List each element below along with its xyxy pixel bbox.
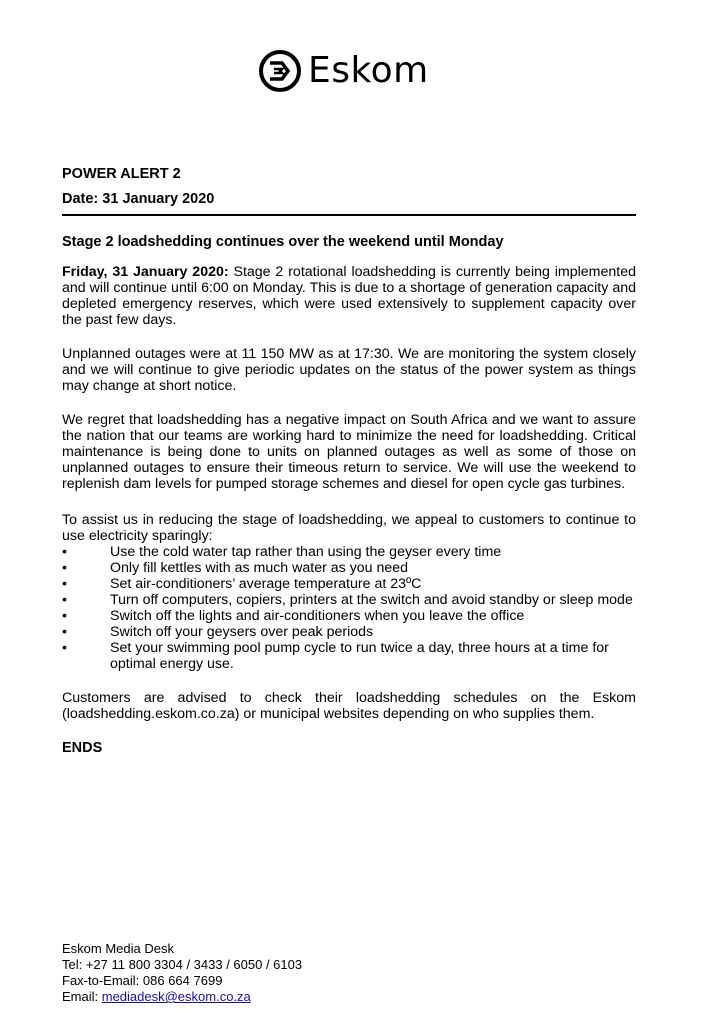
ends-marker: ENDS bbox=[62, 740, 103, 756]
eskom-logo-text: Eskom bbox=[308, 50, 429, 91]
paragraph-intro-body: Stage 2 rotational loadshedding is currently being implemented and will continue until 6:00 on Monday. This is due to a shortage of generation capacity and depleted emergency reserves, which were used extensively to supplement capacity over the past few days. bbox=[62, 264, 636, 328]
bullet-icon: • bbox=[62, 640, 67, 656]
footer-desk: Eskom Media Desk bbox=[62, 941, 174, 956]
paragraph-outages: Unplanned outages were at 11 150 MW as at 17:30. We are monitoring the system closely and we will continue to give periodic updates on the status of the power system as things may change at short notice. bbox=[62, 346, 636, 394]
list-item: • Turn off computers, copiers, printers at the switch and avoid standby or sleep mode bbox=[62, 592, 633, 608]
eskom-emblem-icon bbox=[258, 49, 302, 93]
bullet-icon: • bbox=[62, 592, 67, 608]
list-item: • Only fill kettles with as much water as you need bbox=[62, 560, 409, 576]
list-item: • Switch off the lights and air-conditioners when you leave the office bbox=[62, 608, 525, 624]
eskom-logo bbox=[258, 48, 429, 94]
bullet-icon: • bbox=[62, 560, 67, 576]
alert-title: POWER ALERT 2 bbox=[62, 166, 181, 182]
bullet-icon: • bbox=[62, 544, 67, 560]
alert-date: Date: 31 January 2020 bbox=[62, 191, 215, 207]
list-item: • Use the cold water tap rather than using the geyser every time bbox=[62, 544, 502, 560]
list-item: • Switch off your geysers over peak periods bbox=[62, 624, 374, 640]
footer-email-label: Email: bbox=[62, 989, 102, 1004]
email-link[interactable]: mediadesk@eskom.co.za bbox=[101, 989, 251, 1004]
bullet-icon: • bbox=[62, 624, 67, 640]
paragraph-regret: We regret that loadshedding has a negative impact on South Africa and we want to assure the nation that our teams are working hard to minimize the need for loadshedding. Critical maintenance is being done to units on planned outages as well as some of those on unplanned outages to ensure their timeous return to service. We will use the weekend to replenish dam levels for pumped storage schemes and diesel for open cycle gas turbines. bbox=[62, 412, 636, 492]
footer-tel: Tel: +27 11 800 3304 / 3433 / 6050 / 6103 bbox=[62, 957, 303, 972]
media-desk-footer bbox=[62, 941, 302, 1005]
paragraph-intro bbox=[62, 264, 636, 328]
paragraph-schedules: Customers are advised to check their loadshedding schedules on the Eskom (loadshedding.eskom.co.za) or municipal websites depending on who supplies them. bbox=[62, 690, 636, 722]
footer-fax: Fax-to-Email: 086 664 7699 bbox=[62, 973, 223, 988]
bullet-icon: • bbox=[62, 608, 67, 624]
footer-email-line bbox=[62, 989, 302, 1005]
paragraph-intro-lead: Friday, 31 January 2020: bbox=[62, 264, 229, 280]
paragraph-appeal: To assist us in reducing the stage of loadshedding, we appeal to customers to continue to use electricity sparingly: bbox=[62, 512, 636, 544]
list-item: • Set your swimming pool pump cycle to run twice a day, three hours at a time for optimal energy use. bbox=[62, 640, 609, 672]
header-divider bbox=[62, 214, 636, 216]
bullet-icon: • bbox=[62, 576, 67, 592]
list-item: • Set air-conditioners’ average temperature at 23ºC bbox=[62, 576, 422, 592]
energy-tips-list bbox=[62, 544, 636, 672]
headline: Stage 2 loadshedding continues over the weekend until Monday bbox=[62, 234, 504, 250]
